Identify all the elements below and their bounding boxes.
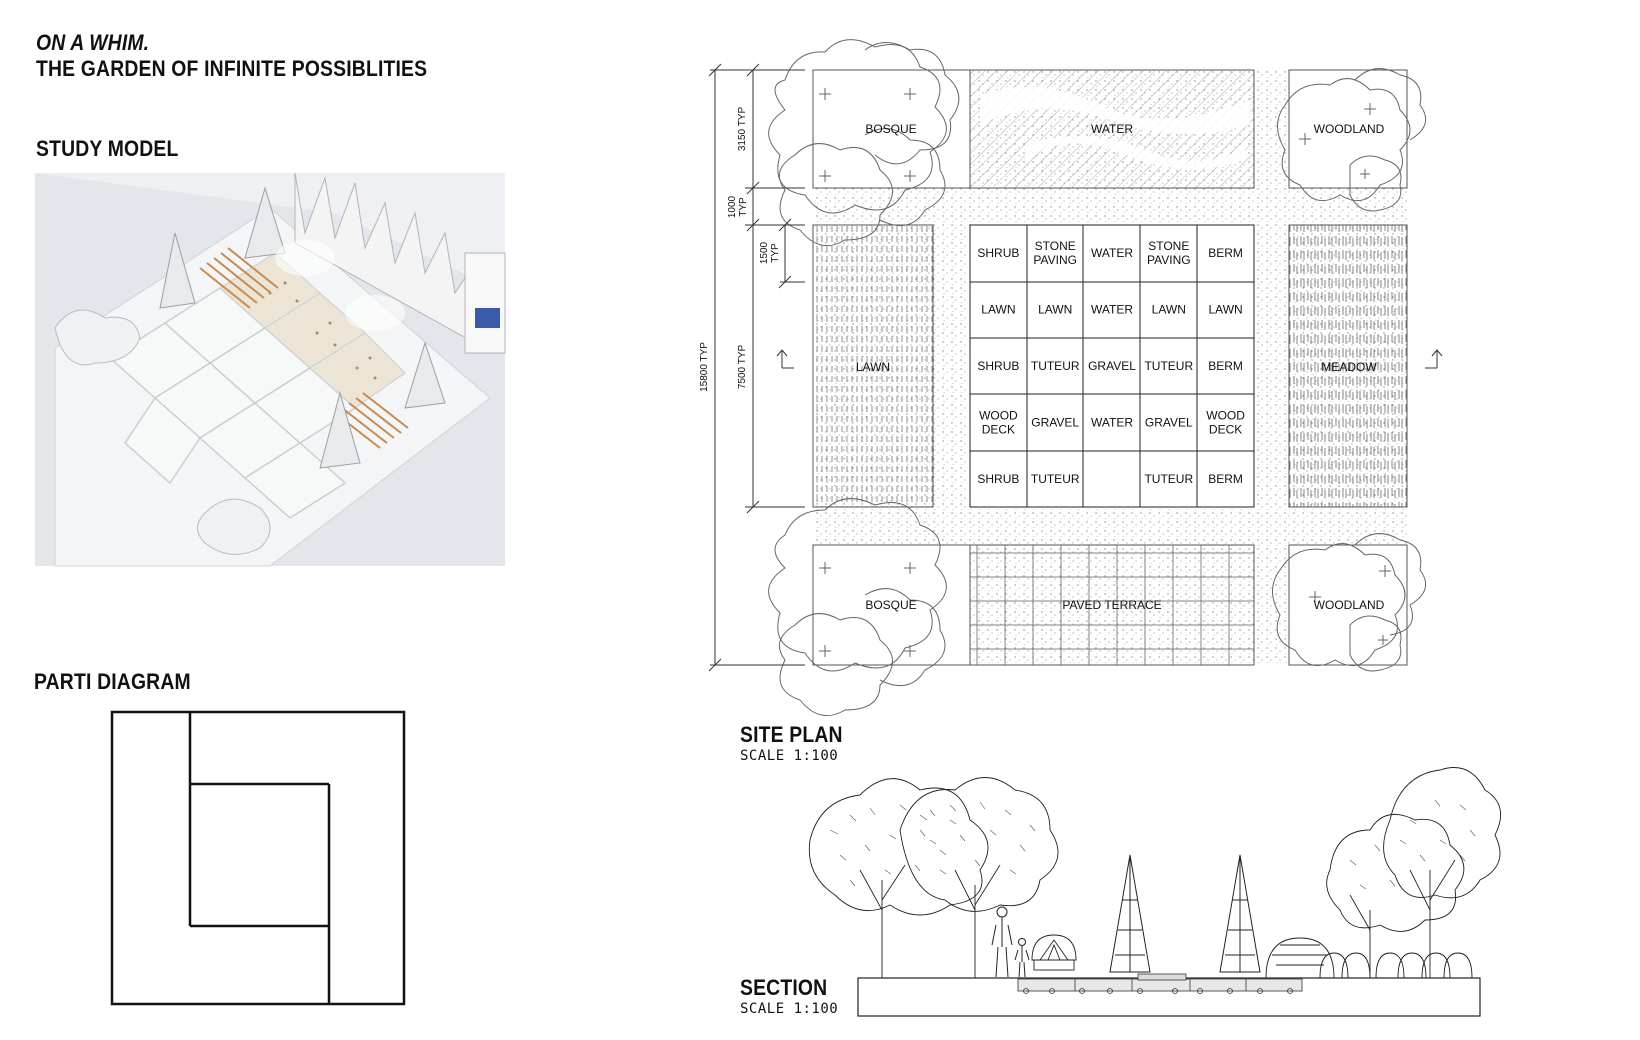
grid-cell-1-3: LAWN [1151,302,1186,317]
grid-cell-4-1: TUTEUR [1030,471,1080,486]
grid-cell-1-4: LAWN [1208,302,1243,317]
dim-1000-value: 1000 [727,195,738,219]
grid-cell-2-0: SHRUB [977,359,1020,373]
site-plan-heading: SITE PLAN [740,722,843,747]
dim-1500-value: 1500 [759,241,770,265]
dim-3150: 3150 TYP [737,106,748,152]
grid-cell-4-3: TUTEUR [1144,471,1194,486]
parti-diagram-heading: PARTI DIAGRAM [34,669,191,694]
dim-7500: 7500 TYP [737,344,748,390]
study-model-heading: STUDY MODEL [36,136,179,161]
grid-cell-2-2: GRAVEL [1088,359,1136,373]
section-marker-left [777,350,794,368]
section-scale: SCALE 1:100 [740,1001,839,1017]
site-plan-scale: SCALE 1:100 [740,748,839,764]
grid-cell-2-3: TUTEUR [1144,359,1194,373]
zone-bosque-top: BOSQUE [865,122,917,136]
grid-cell-4-4: BERM [1208,471,1243,486]
zone-bosque-bottom: BOSQUE [865,598,917,612]
grid-cell-0-4: BERM [1208,246,1243,261]
grid-cell-4-0: SHRUB [977,471,1020,486]
title-line-1: ON A WHIM. [36,30,150,55]
section-drawing [790,760,1490,1022]
parti-diagram [100,705,420,1015]
zone-woodland-bottom: WOODLAND [1313,598,1385,612]
zone-paved-terrace: PAVED TERRACE [1062,598,1162,612]
grid-cell-0-3: STONE PAVING [1147,239,1191,268]
grid-cell-0-2: WATER [1091,246,1133,261]
grid-cell-0-0: SHRUB [977,246,1020,261]
study-model-photo [35,173,505,566]
grid-cell-3-1: GRAVEL [1031,415,1080,430]
grid-cell-2-1: TUTEUR [1030,359,1080,373]
grid-cell-1-2: WATER [1091,302,1133,317]
zone-meadow: MEADOW [1321,360,1377,374]
section-heading: SECTION [740,975,828,1000]
zone-lawn: LAWN [855,360,891,374]
grid-cell-3-2: WATER [1091,415,1133,430]
dim-1000-typ: TYP [738,197,749,217]
zone-woodland-top: WOODLAND [1313,122,1385,136]
site-plan-drawing [699,25,1505,725]
grid-cell-3-3: GRAVEL [1144,415,1193,430]
grid-cell-3-4: WOOD DECK [1206,408,1245,437]
grid-cell-1-0: LAWN [981,302,1016,317]
dim-15800: 15800 TYP [699,342,710,392]
section-marker-right [1425,350,1442,368]
title-line-2: THE GARDEN OF INFINITE POSSIBLITIES [36,56,428,81]
dim-1500-typ: TYP [770,243,781,263]
zone-water-top: WATER [1091,122,1133,136]
grid-cell-2-4: BERM [1208,359,1243,373]
grid-cell-0-1: STONE PAVING [1033,239,1077,268]
grid-cell-1-1: LAWN [1038,302,1073,317]
grid-cell-3-0: WOOD DECK [979,408,1018,437]
